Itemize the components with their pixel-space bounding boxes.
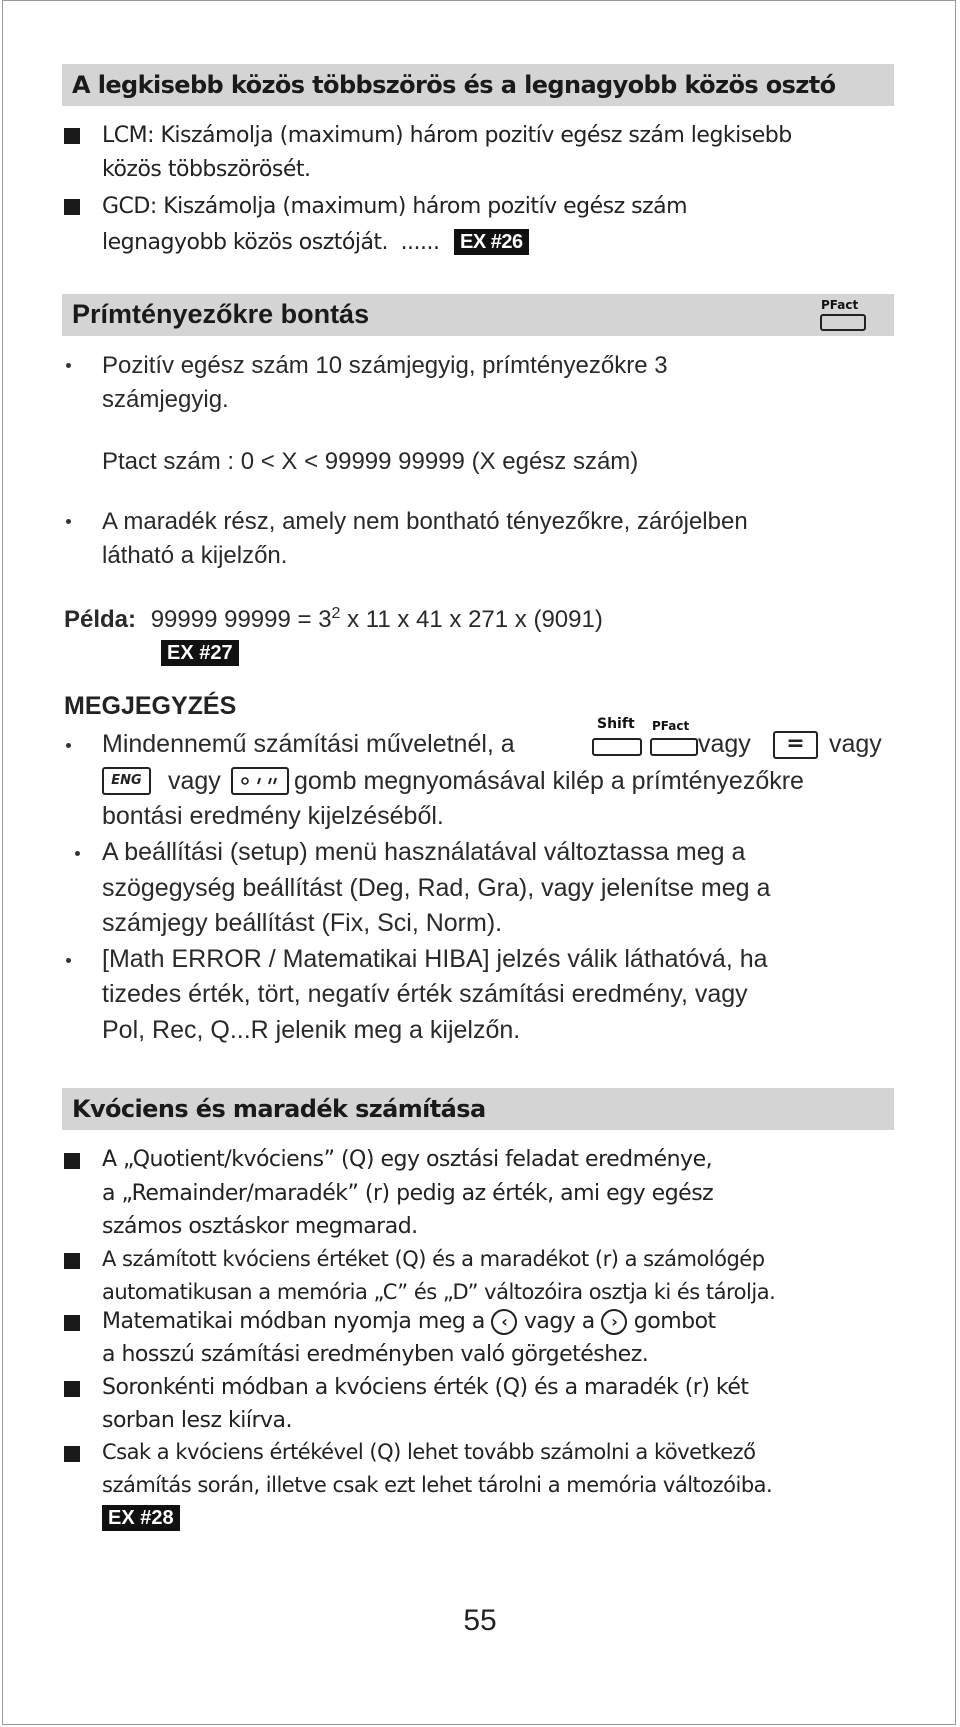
q-b5-line1: Csak a kvóciens értékével (Q) lehet tovább számolni a következő bbox=[102, 1440, 756, 1464]
note2-line1: A beállítási (setup) menü használatával változtassa meg a bbox=[102, 838, 746, 866]
q-b3-line1 bbox=[102, 1309, 716, 1335]
pfact-bullet2-cont: látható a kijelzőn. bbox=[102, 542, 288, 569]
section-header-quotient bbox=[62, 1088, 894, 1130]
q-b4-line1: Soronkénti módban a kvóciens érték (Q) és a maradék (r) két bbox=[102, 1375, 749, 1400]
note3-line1: [Math ERROR / Matematikai HIBA] jelzés válik láthatóvá, ha bbox=[102, 945, 768, 973]
gcd-text: GCD: Kiszámolja (maximum) három pozitív egész szám bbox=[102, 194, 688, 219]
note2-line3: számjegy beállítást (Fix, Sci, Norm). bbox=[102, 909, 503, 937]
example-badge-27-wrap bbox=[161, 640, 239, 666]
shift-key-icon bbox=[592, 738, 642, 756]
note1-vagy-3: vagy bbox=[168, 767, 221, 795]
left-arrow-key-icon: ‹ bbox=[491, 1309, 517, 1335]
pfact-key-icon bbox=[820, 314, 866, 331]
section-title: Prímtényezőkre bontás bbox=[72, 299, 370, 329]
pfact-bullet1-cont: számjegyig. bbox=[102, 386, 229, 413]
example-expr-a: 99999 99999 = 3 bbox=[150, 606, 332, 633]
bullet-square bbox=[64, 1253, 80, 1269]
q-b1-line3: számos osztáskor megmarad. bbox=[102, 1214, 418, 1239]
pfact-key-label: PFact bbox=[652, 719, 690, 733]
bullet-dot bbox=[66, 519, 71, 524]
pfact-range: Ptact szám : 0 < X < 99999 99999 (X egész szám) bbox=[102, 448, 639, 475]
right-arrow-key-icon: › bbox=[601, 1309, 627, 1335]
example-badge-27: EX #27 bbox=[161, 640, 239, 666]
lcm-text-cont: közös többszörösét. bbox=[102, 157, 311, 182]
example-badge-28: EX #28 bbox=[102, 1505, 180, 1531]
equals-key-label: = bbox=[786, 731, 805, 756]
example-label: Példa: bbox=[64, 606, 137, 633]
gcd-text-cont bbox=[102, 229, 529, 255]
example-badge-26: EX #26 bbox=[454, 229, 529, 255]
bullet-dot bbox=[66, 743, 71, 748]
section-header-lcm-gcd bbox=[62, 64, 894, 106]
q-b3-line2: a hosszú számítási eredményben való görgetéshez. bbox=[102, 1342, 649, 1367]
bullet-square bbox=[64, 128, 80, 144]
leader-dots: ...... bbox=[400, 230, 440, 255]
eng-key-icon bbox=[102, 767, 151, 795]
bullet-square bbox=[64, 1315, 80, 1331]
dms-key-icon bbox=[231, 767, 289, 795]
example-line bbox=[64, 605, 603, 634]
equals-key-icon bbox=[773, 731, 818, 759]
bullet-square bbox=[64, 1153, 80, 1169]
eng-key-label: ENG bbox=[111, 773, 142, 788]
q-b1-line2: a „Remainder/maradék” (r) pedig az érték, ami egy egész bbox=[102, 1181, 714, 1206]
lcm-text: LCM: Kiszámolja (maximum) három pozitív egész szám legkisebb bbox=[102, 123, 792, 148]
pfact-bullet2: A maradék rész, amely nem bontható tényezőkre, zárójelben bbox=[102, 508, 748, 535]
note3-line3: Pol, Rec, Q...R jelenik meg a kijelzőn. bbox=[102, 1016, 521, 1044]
example-expr-b: x 11 x 41 x 271 x (9091) bbox=[340, 606, 603, 633]
note2-line2: szögegység beállítást (Deg, Rad, Gra), vagy jelenítse meg a bbox=[102, 874, 771, 902]
shift-key-label: Shift bbox=[597, 716, 635, 732]
bullet-square bbox=[64, 1381, 80, 1397]
example-badge-28-wrap bbox=[102, 1505, 180, 1531]
note1-vagy-2: vagy bbox=[829, 730, 882, 758]
bullet-square bbox=[64, 199, 80, 215]
q-b3-text-b: vagy a bbox=[523, 1309, 595, 1334]
q-b2-line1: A számított kvóciens értéket (Q) és a maradékot (r) a számológép bbox=[102, 1247, 765, 1271]
section-title: Kvóciens és maradék számítása bbox=[72, 1095, 486, 1123]
note1-line2: gomb megnyomásával kilép a prímtényezőkre bbox=[294, 767, 804, 795]
section-title: A legkisebb közös többszörös és a legnagyobb közös osztó bbox=[72, 71, 836, 99]
gcd-text-cont-label: legnagyobb közös osztóját. bbox=[102, 230, 389, 255]
q-b4-line2: sorban lesz kiírva. bbox=[102, 1408, 293, 1433]
q-b2-line2: automatikusan a memória „C” és „D” változóira osztja ki és tárolja. bbox=[102, 1280, 776, 1304]
pfact-key-icon bbox=[650, 738, 698, 756]
note-title: MEGJEGYZÉS bbox=[64, 692, 237, 720]
q-b1-line1: A „Quotient/kvóciens” (Q) egy osztási feladat eredménye, bbox=[102, 1147, 713, 1172]
pfact-key-label: PFact bbox=[821, 298, 859, 312]
page-number: 55 bbox=[463, 1604, 497, 1637]
note1-line3: bontási eredmény kijelzéséből. bbox=[102, 802, 444, 830]
bullet-dot bbox=[75, 851, 80, 856]
note1-vagy-1: vagy bbox=[698, 730, 751, 758]
bullet-square bbox=[64, 1446, 80, 1462]
note1-line1 bbox=[102, 730, 515, 759]
note3-line2: tizedes érték, tört, negatív érték számítási eredmény, vagy bbox=[102, 980, 748, 1008]
q-b3-text-c: gombot bbox=[633, 1309, 716, 1334]
q-b3-text-a: Matematikai módban nyomja meg a bbox=[102, 1309, 485, 1334]
example-exponent: 2 bbox=[331, 605, 341, 622]
note1-text: Mindennemű számítási műveletnél, a bbox=[102, 730, 515, 758]
q-b5-line2: számítás során, illetve csak ezt lehet tárolni a memória változóiba. bbox=[102, 1473, 773, 1497]
bullet-dot bbox=[66, 363, 71, 368]
bullet-dot bbox=[66, 958, 71, 963]
dms-key-glyph bbox=[233, 769, 287, 793]
pfact-bullet1: Pozitív egész szám 10 számjegyig, prímtényezőkre 3 bbox=[102, 352, 668, 379]
section-header-pfact bbox=[62, 294, 894, 336]
